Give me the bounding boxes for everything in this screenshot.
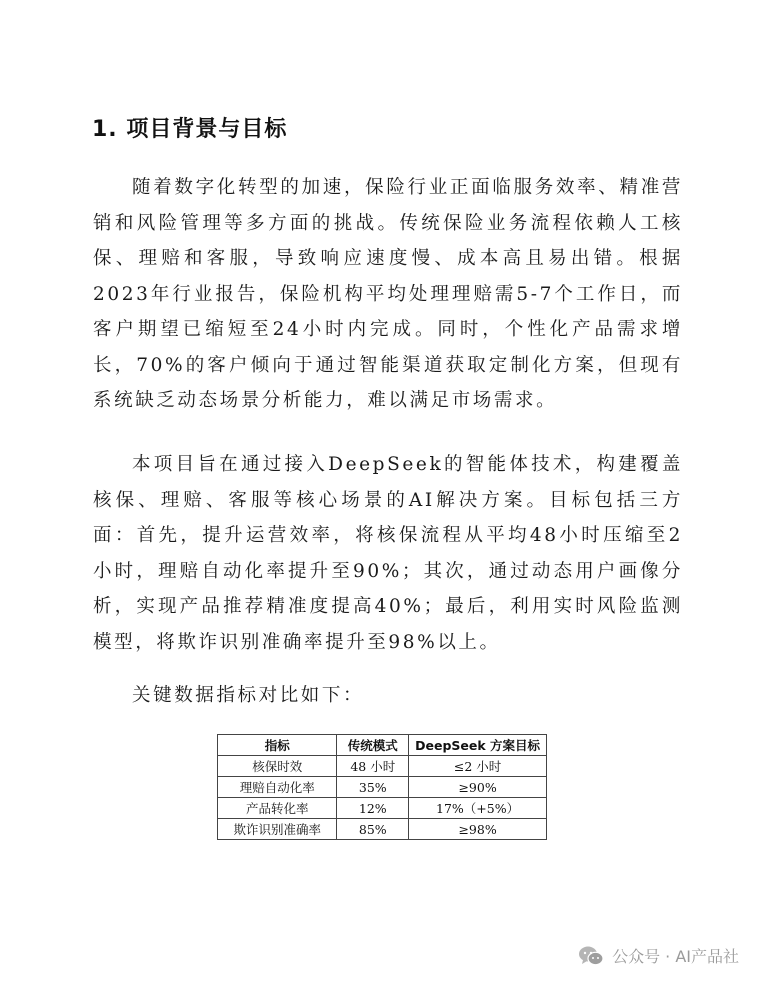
table-header-row [218,735,547,756]
watermark [578,944,739,967]
table-cell: 产品转化率 [218,798,337,819]
table-row [218,777,547,798]
table-header-cell: 指标 [218,735,337,756]
table-cell: ≤2 小时 [409,756,547,777]
paragraph-table-intro: 关键数据指标对比如下： [132,685,365,706]
metrics-comparison-table [217,734,547,840]
table-cell: 12% [337,798,409,819]
watermark-text: 公众号 · AI产品社 [612,947,739,966]
table-cell: 理赔自动化率 [218,777,337,798]
table-cell: ≥90% [409,777,547,798]
table-header-cell: DeepSeek 方案目标 [409,735,547,756]
table-header-cell: 传统模式 [337,735,409,756]
wechat-icon [578,945,604,967]
table-row [218,798,547,819]
table-row [218,819,547,840]
table-cell: 欺诈识别准确率 [218,819,337,840]
table-cell: 85% [337,819,409,840]
paragraph-background: 随着数字化转型的加速，保险行业正面临服务效率、精准营销和风险管理等多方面的挑战。传统保险业务流程依赖人工核保、理赔和客服，导致响应速度慢、成本高且易出错。根据2023年行业报告，保险机构平均处理理赔需5-7个工作日，而客户期望已缩短至24小时内完成。同时，个性化产品需求增长，70%的客户倾向于通过智能渠道获取定制化方案，但现有系统缺乏动态场景分析能力，难以满足市场需求。 [93,177,683,411]
table-row [218,756,547,777]
table-cell: ≥98% [409,819,547,840]
paragraph-goals: 本项目旨在通过接入DeepSeek的智能体技术，构建覆盖核保、理赔、客服等核心场景的AI解决方案。目标包括三方面：首先，提升运营效率，将核保流程从平均48小时压缩至2小时，理赔自动化率提升至90%；其次，通过动态用户画像分析，实现产品推荐精准度提高40%；最后，利用实时风险监测模型，将欺诈识别准确率提升至98%以上。 [93,454,683,653]
table-cell: 17%（+5%） [409,798,547,819]
section-heading: 1. 项目背景与目标 [92,117,288,142]
table-cell: 35% [337,777,409,798]
table-cell: 核保时效 [218,756,337,777]
table-cell: 48 小时 [337,756,409,777]
